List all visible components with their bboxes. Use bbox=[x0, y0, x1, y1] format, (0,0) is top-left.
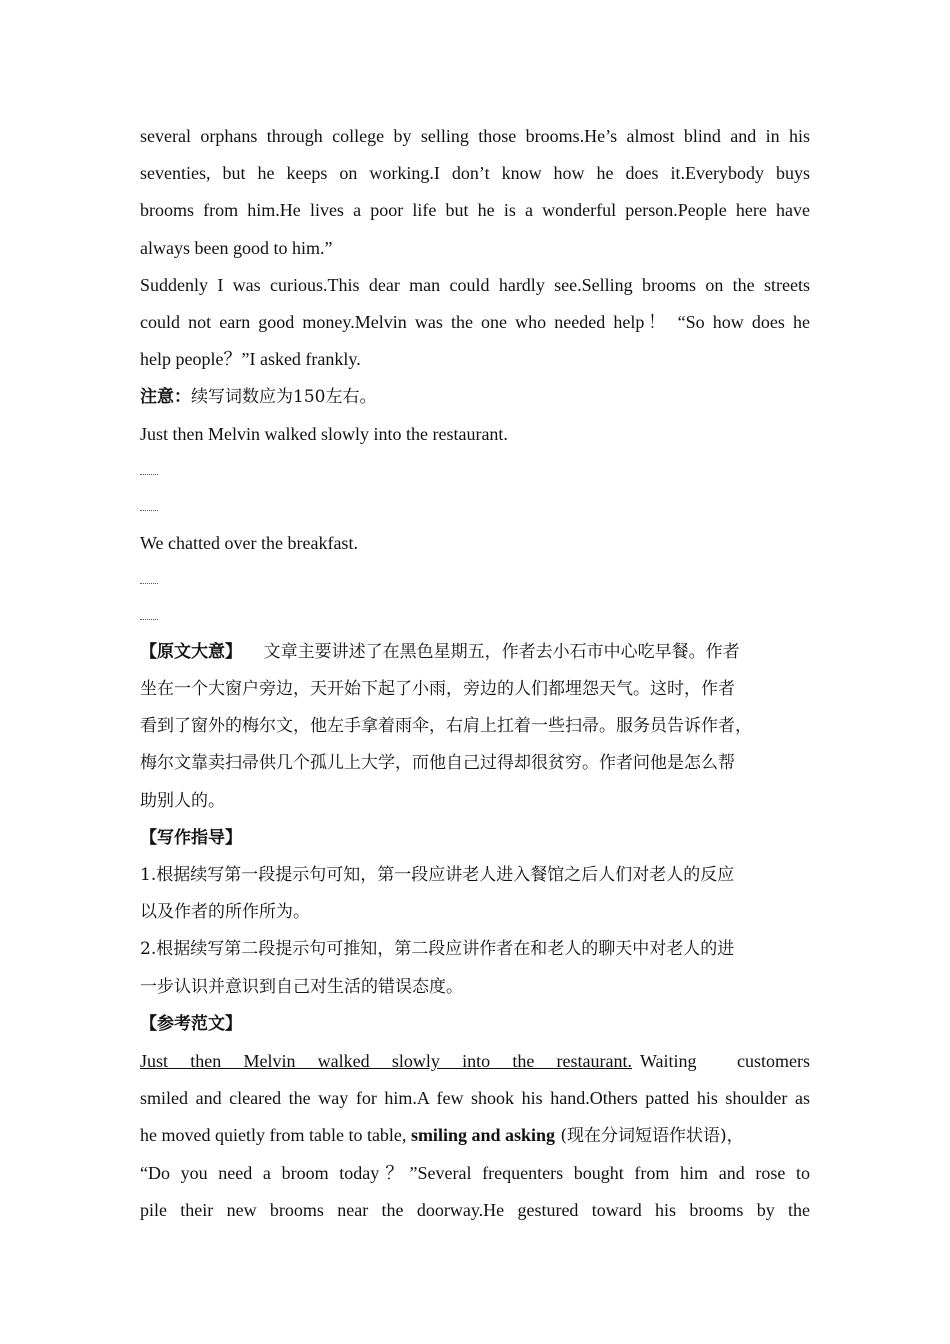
story-line: help people？”I asked frankly. bbox=[140, 349, 361, 370]
guide-line: 2.根据续写第二段提示句可推知，第二段应讲作者在和老人的聊天中对老人的进 bbox=[140, 939, 735, 960]
word-count-note bbox=[140, 378, 810, 415]
writing-blank bbox=[140, 489, 810, 525]
prompt-sentence-1: Just then Melvin walked slowly into the restaurant. bbox=[140, 423, 508, 444]
essay-underlined-sentence: Just then Melvin walked slowly into the restaurant. bbox=[140, 1050, 632, 1071]
essay-line bbox=[140, 1117, 810, 1154]
essay-line1-rest bbox=[640, 1043, 810, 1080]
summary-text: 文章主要讲述了在黑色星期五，作者去小石市中心吃早餐。作者 bbox=[263, 641, 740, 662]
essay-word: Waiting bbox=[640, 1050, 697, 1071]
writing-blank bbox=[140, 562, 810, 598]
story-line: Suddenly I was curious.This dear man could hardly see.Selling brooms on the streets bbox=[140, 274, 810, 295]
writing-blank bbox=[140, 598, 810, 634]
story-line: several orphans through college by selling those brooms.He’s almost blind and in his bbox=[140, 126, 810, 146]
essay-line bbox=[140, 1043, 810, 1080]
guide-heading: 【写作指导】 bbox=[140, 827, 242, 848]
note-label: 注意： bbox=[140, 387, 191, 408]
essay-heading: 【参考范文】 bbox=[140, 1013, 242, 1034]
essay-bold-phrase: smiling and asking bbox=[410, 1125, 555, 1146]
prompt-sentence-2: We chatted over the breakfast. bbox=[140, 532, 358, 553]
document-page bbox=[140, 118, 810, 1229]
story-line: always been good to him.” bbox=[140, 237, 333, 258]
essay-line: “Do you need a broom today？”Several frequenters bought from him and rose to bbox=[140, 1162, 810, 1183]
summary-heading: 【原文大意】 bbox=[140, 641, 242, 662]
story-line: could not earn good money.Melvin was the one who needed help！ “So how does he bbox=[140, 311, 810, 332]
summary-line: 坐在一个大窗户旁边，天开始下起了小雨，旁边的人们都埋怨天气。这时，作者 bbox=[140, 679, 735, 700]
essay-text: he moved quietly from table to table, bbox=[140, 1125, 411, 1146]
essay-word: customers bbox=[737, 1050, 810, 1071]
guide-line: 1.根据续写第一段提示句可知，第一段应讲老人进入餐馆之后人们对老人的反应 bbox=[140, 865, 735, 885]
story-line: seventies, but he keeps on working.I don’t know how he does it.Everybody buys bbox=[140, 163, 810, 184]
guide-line: 以及作者的所作所为。 bbox=[140, 902, 310, 923]
essay-line: smiled and cleared the way for him.A few shook his hand.Others patted his shoulder as bbox=[140, 1088, 810, 1109]
note-text: 续写词数应为150左右。 bbox=[191, 387, 377, 408]
summary-line bbox=[140, 634, 810, 671]
writing-blank bbox=[140, 453, 810, 489]
summary-line: 看到了窗外的梅尔文，他左手拿着雨伞，右肩上扛着一些扫帚。服务员告诉作者， bbox=[140, 716, 752, 737]
grammar-note: (现在分词短语作状语)， bbox=[555, 1126, 744, 1147]
story-line: brooms from him.He lives a poor life but he is a wonderful person.People here have bbox=[140, 200, 810, 221]
essay-line: pile their new brooms near the doorway.He gestured toward his brooms by the bbox=[140, 1199, 810, 1220]
summary-line: 助别人的。 bbox=[140, 790, 225, 811]
summary-line: 梅尔文靠卖扫帚供几个孤儿上大学，而他自己过得却很贫穷。作者问他是怎么帮 bbox=[140, 753, 735, 774]
guide-line: 一步认识并意识到自己对生活的错误态度。 bbox=[140, 976, 463, 997]
